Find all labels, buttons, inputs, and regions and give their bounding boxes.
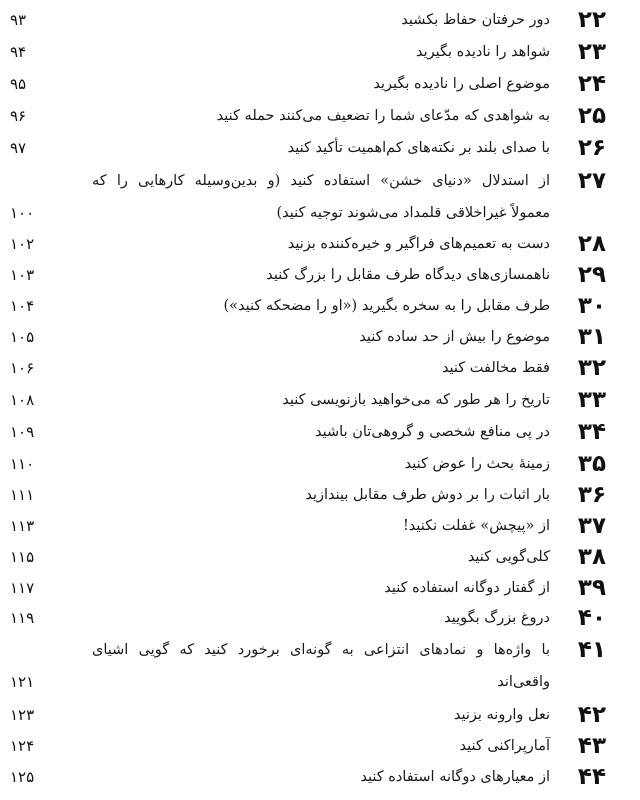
entry-title: موضوع اصلی را نادیده بگیرید: [373, 76, 550, 92]
toc-entry[interactable]: [10, 449, 606, 479]
page-number: ۱۰۶: [10, 359, 35, 377]
toc-entry[interactable]: [10, 480, 606, 510]
page-number: ۱۰۹: [10, 423, 35, 441]
toc-entry[interactable]: [10, 700, 606, 730]
page-number: ۱۱۷: [10, 579, 35, 597]
page-number: ۱۱۳: [10, 517, 35, 535]
page-number: ۱۲۵: [10, 768, 35, 786]
toc-entry[interactable]: [10, 101, 606, 131]
toc-entry[interactable]: [10, 69, 606, 99]
entry-number: ۲۳: [577, 39, 606, 65]
page-number: ۹۴: [10, 43, 27, 61]
toc-entry[interactable]: [10, 166, 606, 228]
entry-title: دور حرفتان حفاظ بکشید: [401, 12, 550, 28]
page-number: ۹۷: [10, 139, 27, 157]
entry-number: ۳۸: [577, 544, 606, 570]
page-number: ۱۲۴: [10, 737, 35, 755]
entry-number: ۳۳: [577, 387, 606, 413]
entry-title: تاریخ را هر طور که می‌خواهید بازنویسی کنید: [282, 392, 550, 408]
page-number: ۱۱۱: [10, 486, 35, 504]
toc-entry[interactable]: [10, 417, 606, 447]
page-number: ۱۰۲: [10, 235, 35, 253]
entry-title: زمینهٔ بحث را عوض کنید: [404, 456, 550, 472]
toc-entry[interactable]: [10, 260, 606, 290]
entry-title: طرف مقابل را به سخره بگیرید («او را مضحکه کنید»): [223, 298, 550, 314]
entry-title: از «پیچش» غفلت نکنید!: [402, 518, 550, 534]
toc-entry[interactable]: [10, 353, 606, 383]
entry-title-continuation: معمولاً غیراخلاقی قلمداد می‌شوند توجیه کنید): [276, 205, 550, 221]
page-number: ۱۰۳: [10, 266, 35, 284]
toc-entry[interactable]: [10, 542, 606, 572]
toc-entry[interactable]: [10, 322, 606, 352]
entry-title: از استدلال «دنیای خشن» استفاده کنید (و بدین‌وسیله کارهایی را که: [92, 173, 550, 189]
page-number: ۱۱۵: [10, 548, 35, 566]
page-number: ۹۶: [10, 107, 27, 125]
toc-entry[interactable]: [10, 5, 606, 35]
page-number: ۱۰۴: [10, 297, 35, 315]
entry-title: با صدای بلند بر نکته‌های کم‌اهمیت تأکید کنید: [287, 140, 550, 156]
page-number: ۱۱۰: [10, 455, 35, 473]
entry-title: آمارپراکنی کنید: [459, 738, 550, 754]
toc-entry[interactable]: [10, 291, 606, 321]
entry-number: ۲۲: [577, 7, 606, 33]
entry-number: ۲۵: [577, 103, 606, 129]
entry-number: ۲۶: [577, 135, 606, 161]
entry-number: ۳۴: [577, 419, 606, 445]
entry-title: نعل وارونه بزنید: [453, 707, 550, 723]
entry-number: ۳۰: [577, 293, 606, 319]
page-number: ۱۱۹: [10, 609, 35, 627]
page-number: ۱۲۱: [10, 673, 35, 691]
page-number: ۱۲۳: [10, 706, 35, 724]
toc-entry[interactable]: [10, 635, 606, 697]
entry-number: ۴۴: [577, 764, 606, 790]
entry-number: ۳۷: [577, 513, 606, 539]
entry-number: ۳۵: [577, 451, 606, 477]
toc-entry[interactable]: [10, 385, 606, 415]
entry-number: ۴۱: [577, 637, 606, 663]
entry-title: دروغ بزرگ بگویید: [444, 610, 550, 626]
entry-number: ۴۰: [577, 605, 606, 631]
entry-title: فقط مخالفت کنید: [441, 360, 550, 376]
toc-entry[interactable]: [10, 511, 606, 541]
entry-title: در پی منافع شخصی و گروهی‌تان باشید: [315, 424, 550, 440]
entry-title: بار اثبات را بر دوش طرف مقابل بیندازید: [305, 487, 550, 503]
entry-number: ۳۱: [577, 324, 606, 350]
entry-title: به شواهدی که مدّعای شما را تضعیف می‌کنند حمله کنید: [216, 108, 550, 124]
page-number: ۹۳: [10, 11, 27, 29]
entry-number: ۲۸: [577, 231, 606, 257]
entry-title: از گفتار دوگانه استفاده کنید: [384, 580, 550, 596]
entry-number: ۲۴: [577, 71, 606, 97]
toc-entry[interactable]: [10, 37, 606, 67]
entry-title: با واژه‌ها و نمادهای انتزاعی به گونه‌ای برخورد کنید که گویی اشیای: [92, 642, 550, 658]
entry-number: ۳۲: [577, 355, 606, 381]
page-number: ۱۰۵: [10, 328, 35, 346]
entry-title: از معیارهای دوگانه استفاده کنید: [360, 769, 550, 785]
entry-number: ۴۲: [577, 702, 606, 728]
entry-number: ۳۶: [577, 482, 606, 508]
toc-entry[interactable]: [10, 731, 606, 761]
page-number: ۱۰۰: [10, 204, 35, 222]
entry-title: موضوع را بیش از حد ساده کنید: [359, 329, 550, 345]
toc-entry[interactable]: [10, 229, 606, 259]
entry-number: ۲۹: [577, 262, 606, 288]
entry-title-continuation: واقعی‌اند: [497, 674, 550, 690]
toc-entry[interactable]: [10, 762, 606, 792]
page-number: ۹۵: [10, 75, 27, 93]
entry-title: ناهمسازی‌های دیدگاه طرف مقابل را بزرگ کنید: [266, 267, 550, 283]
entry-title: دست به تعمیم‌های فراگیر و خیره‌کننده بزنید: [287, 236, 550, 252]
entry-title: کلی‌گویی کنید: [467, 549, 550, 565]
entry-number: ۲۷: [577, 168, 606, 194]
entry-number: ۴۳: [577, 733, 606, 759]
entry-number: ۳۹: [577, 575, 606, 601]
toc-entry[interactable]: [10, 573, 606, 603]
entry-title: شواهد را نادیده بگیرید: [415, 44, 550, 60]
toc-entry[interactable]: [10, 603, 606, 633]
toc-entry[interactable]: [10, 133, 606, 163]
page-number: ۱۰۸: [10, 391, 35, 409]
